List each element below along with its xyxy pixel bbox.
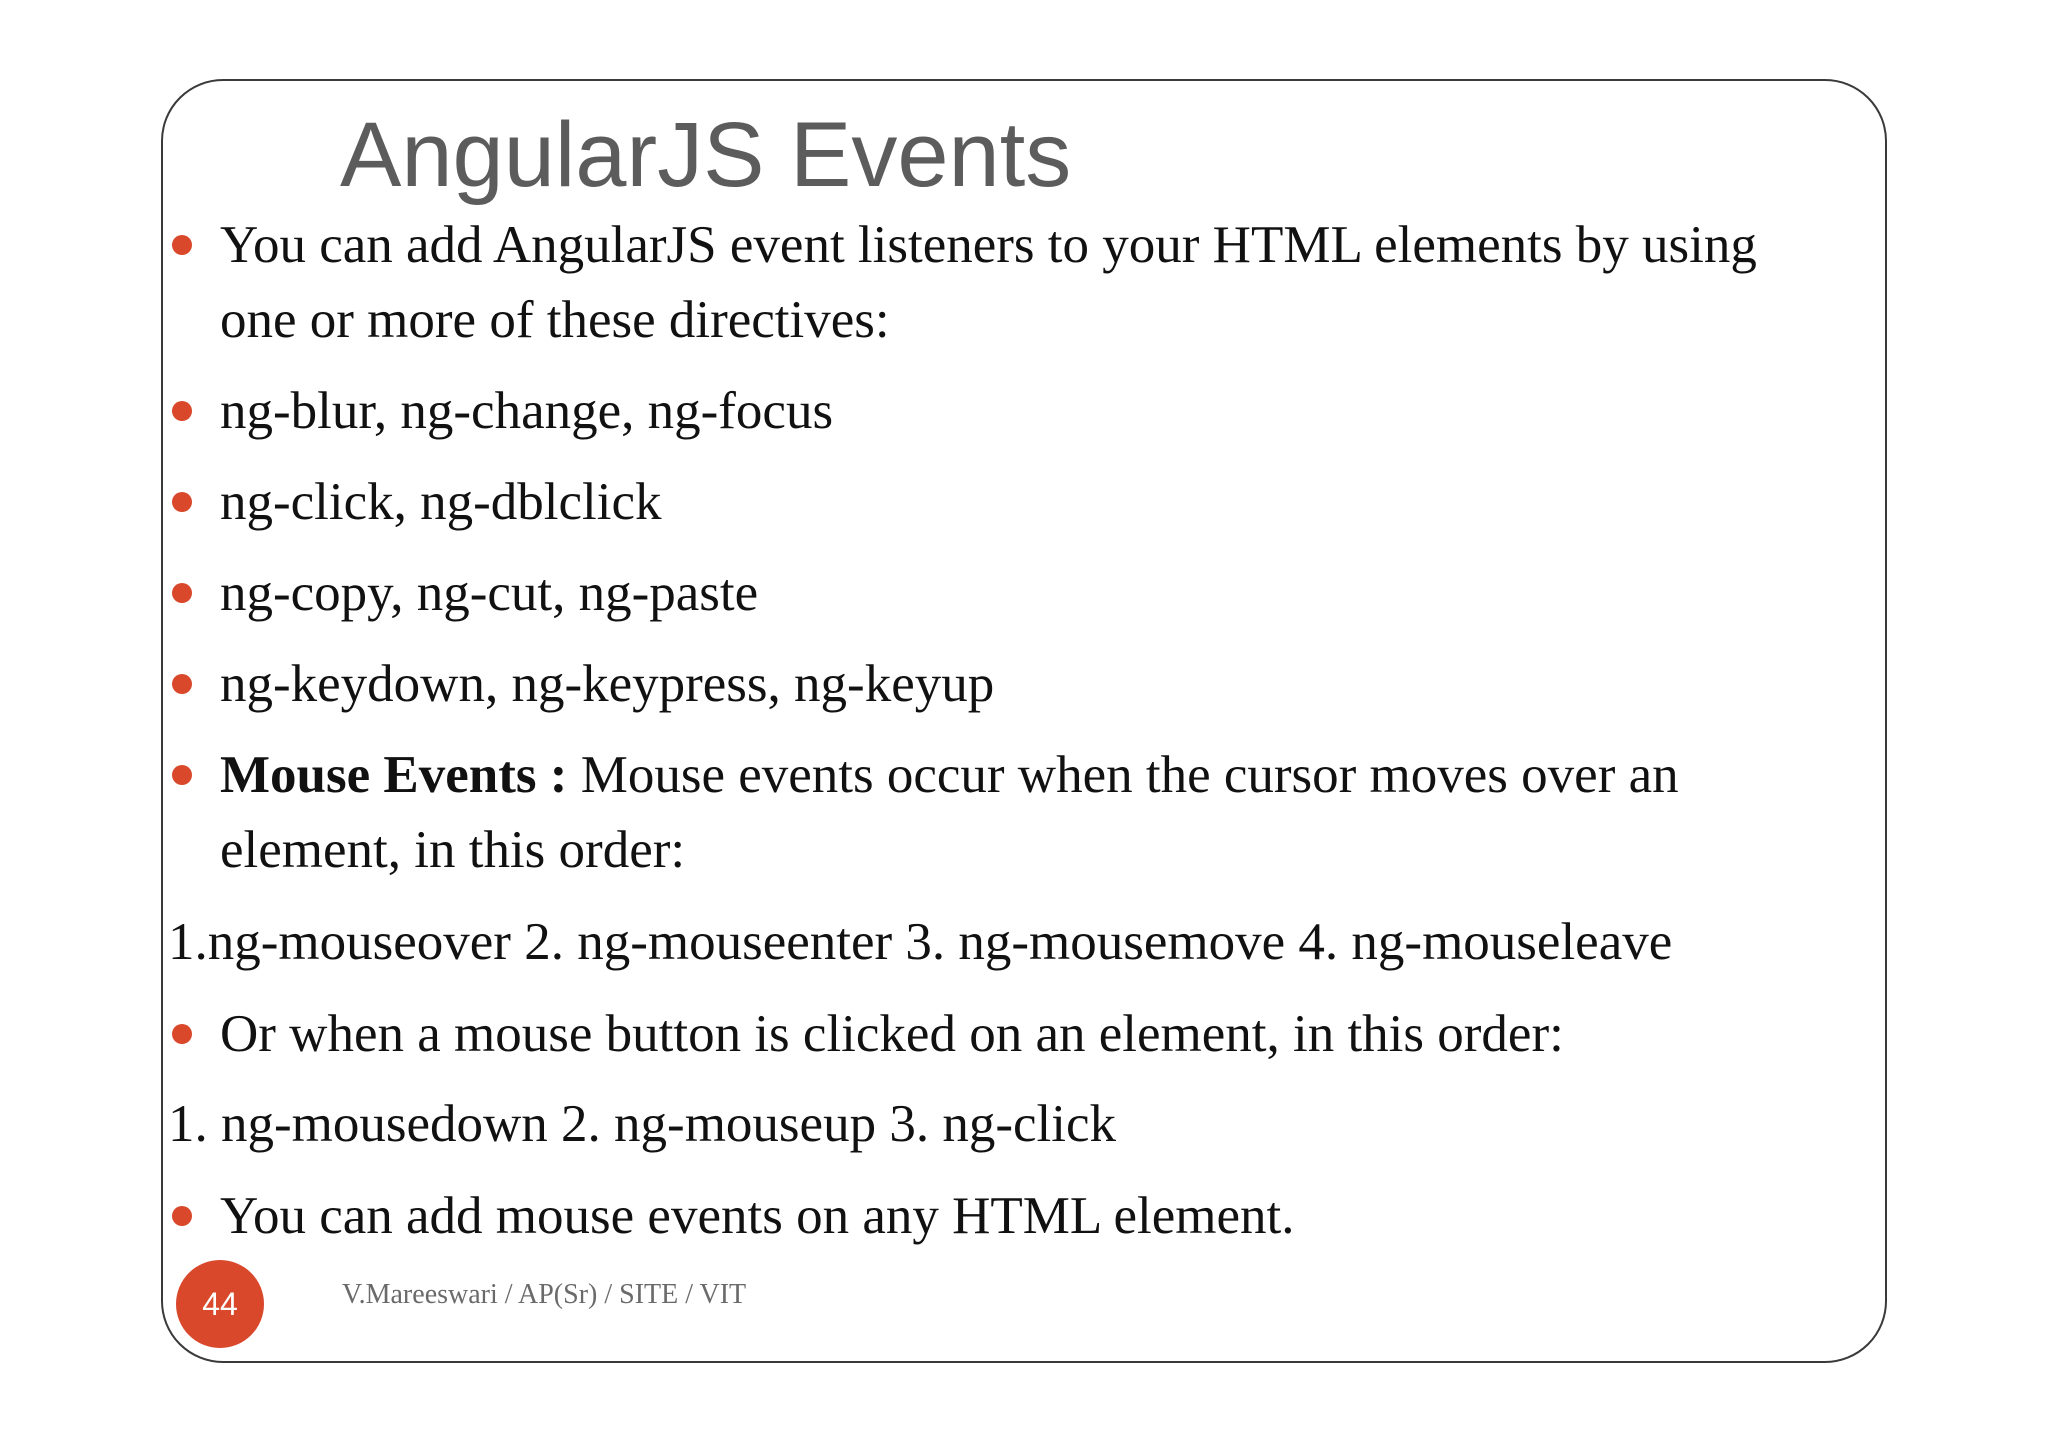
bullet-text: You can add mouse events on any HTML element. (220, 1187, 1295, 1245)
bullet-text: ng-keydown, ng-keypress, ng-keyup (220, 655, 995, 713)
bullet-text: You can add AngularJS event listeners to your HTML elements by using (220, 216, 1757, 274)
bullet-dot-icon (172, 765, 192, 785)
bullet-dot-icon (172, 401, 192, 421)
bullet-text-continued: element, in this order: (220, 821, 686, 879)
bullet-dot-icon (172, 235, 192, 255)
bullet-text: ng-click, ng-dblclick (220, 473, 662, 531)
slide-title: AngularJS Events (340, 104, 1072, 206)
bullet-text: ng-copy, ng-cut, ng-paste (220, 564, 759, 622)
numbered-list-mouse-click: 1. ng-mousedown 2. ng-mouseup 3. ng-click (168, 1095, 1116, 1153)
bullet-text: Or when a mouse button is clicked on an element, in this order: (220, 1005, 1564, 1063)
bullet-dot-icon (172, 492, 192, 512)
numbered-list-mouse-move: 1.ng-mouseover 2. ng-mouseenter 3. ng-mousemove 4. ng-mouseleave (168, 913, 1673, 971)
bullet-dot-icon (172, 1206, 192, 1226)
page-number-badge: 44 (176, 1260, 264, 1348)
bullet-text-continued: one or more of these directives: (220, 291, 890, 349)
footer-author: V.Mareeswari / AP(Sr) / SITE / VIT (342, 1279, 747, 1310)
mouse-events-heading: Mouse Events : (220, 746, 568, 804)
bullet-dot-icon (172, 674, 192, 694)
bullet-dot-icon (172, 1024, 192, 1044)
bullet-text: ng-blur, ng-change, ng-focus (220, 382, 834, 440)
bullet-text (220, 745, 1679, 805)
bullet-dot-icon (172, 583, 192, 603)
mouse-events-description: Mouse events occur when the cursor moves over an (567, 746, 1679, 804)
